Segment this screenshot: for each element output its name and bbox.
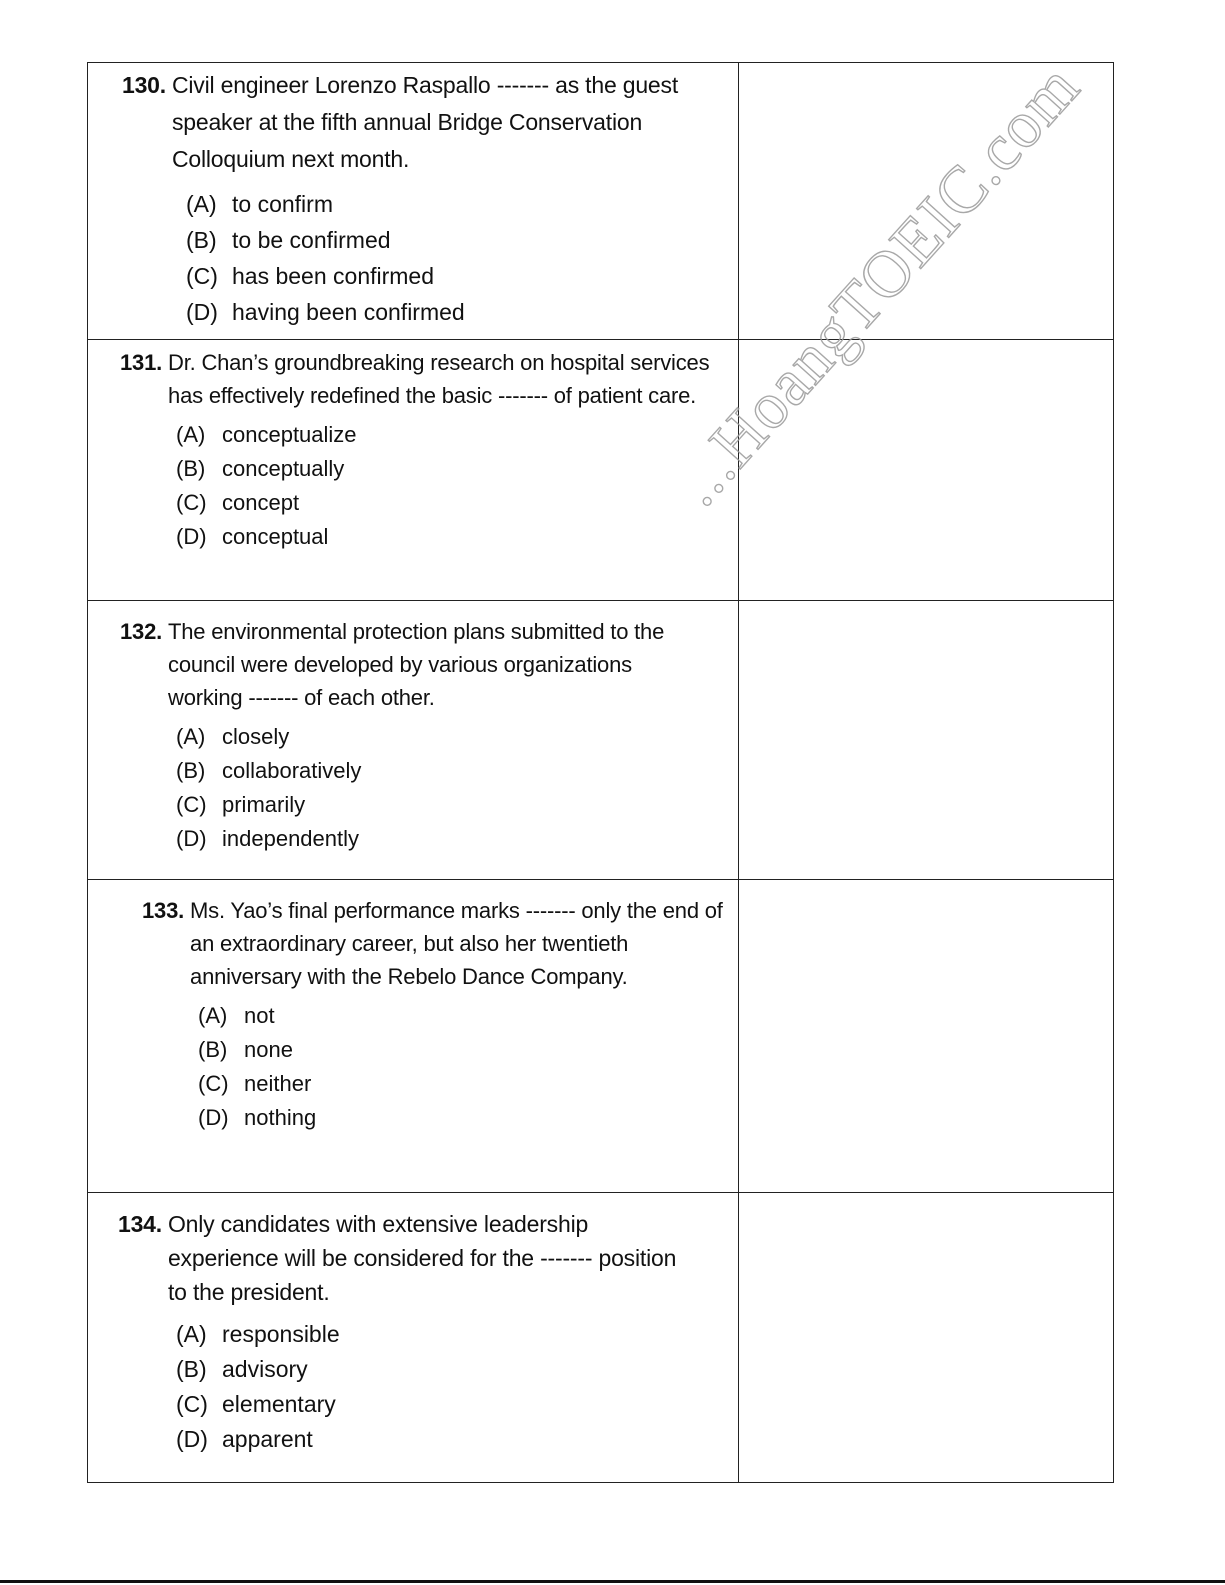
answer-options <box>198 999 726 1135</box>
question-row <box>88 63 1114 340</box>
option-c[interactable]: (C) elementary <box>176 1391 336 1417</box>
answer-cell <box>739 1193 1114 1483</box>
option-d[interactable]: (D) nothing <box>198 1105 317 1130</box>
option-c[interactable]: (C) neither <box>198 1071 312 1096</box>
question-number: 131. <box>120 350 163 375</box>
answer-options <box>176 418 726 554</box>
question-131 <box>88 340 738 554</box>
question-stem: Dr. Chan’s groundbreaking research on hospital services has effectively redefined the basic ------- of patient care. <box>168 350 710 408</box>
question-stem: Civil engineer Lorenzo Raspallo ------- as the guest speaker at the fifth annual Bridge Conservation Colloquium next month. <box>171 72 679 172</box>
option-d[interactable]: (D) apparent <box>176 1426 313 1452</box>
answer-cell <box>739 63 1114 340</box>
option-d[interactable]: (D) conceptual <box>176 524 329 549</box>
question-cell <box>88 880 739 1193</box>
question-cell <box>88 601 739 880</box>
question-stem: The environmental protection plans submitted to the council were developed by various organizations working ------- of each other. <box>168 619 665 710</box>
option-b[interactable]: (B) advisory <box>176 1356 308 1382</box>
answer-options <box>176 1317 698 1457</box>
question-cell <box>88 340 739 601</box>
option-b[interactable]: (B) conceptually <box>176 456 345 481</box>
option-a[interactable]: (A) conceptualize <box>176 422 357 447</box>
option-b[interactable]: (B) to be confirmed <box>186 227 391 253</box>
question-row <box>88 340 1114 601</box>
answer-cell <box>739 601 1114 880</box>
option-a[interactable]: (A) not <box>198 1003 275 1028</box>
question-number: 133. <box>142 898 185 923</box>
option-a[interactable]: (A) responsible <box>176 1321 340 1347</box>
option-a[interactable]: (A) to confirm <box>186 191 333 217</box>
question-132 <box>88 601 738 856</box>
question-stem: Only candidates with extensive leadership experience will be considered for the ------- position to the president. <box>167 1211 677 1305</box>
question-row <box>88 880 1114 1193</box>
question-number: 132. <box>120 619 163 644</box>
option-b[interactable]: (B) collaboratively <box>176 758 362 783</box>
question-130 <box>88 63 738 330</box>
option-b[interactable]: (B) none <box>198 1037 293 1062</box>
answer-cell <box>739 880 1114 1193</box>
option-d[interactable]: (D) having been confirmed <box>186 299 465 325</box>
option-c[interactable]: (C) primarily <box>176 792 306 817</box>
bottom-divider <box>0 1580 1225 1583</box>
questions-table <box>87 62 1114 1483</box>
option-a[interactable]: (A) closely <box>176 724 290 749</box>
answer-options <box>176 720 708 856</box>
question-row <box>88 601 1114 880</box>
question-number: 130. <box>122 72 166 98</box>
option-c[interactable]: (C) concept <box>176 490 300 515</box>
option-d[interactable]: (D) independently <box>176 826 360 851</box>
answer-options <box>186 186 718 330</box>
question-cell <box>88 1193 739 1483</box>
question-stem: Ms. Yao’s final performance marks ------- only the end of an extraordinary career, but also her twentieth anniversary with the Rebelo Dance Company. <box>190 898 723 989</box>
question-cell <box>88 63 739 340</box>
option-c[interactable]: (C) has been confirmed <box>186 263 435 289</box>
question-133 <box>88 880 738 1135</box>
question-row <box>88 1193 1114 1483</box>
answer-cell <box>739 340 1114 601</box>
watermark-text: ...HoangTOEIC.com <box>660 50 1094 520</box>
question-134 <box>88 1193 738 1457</box>
question-number: 134. <box>118 1211 162 1237</box>
